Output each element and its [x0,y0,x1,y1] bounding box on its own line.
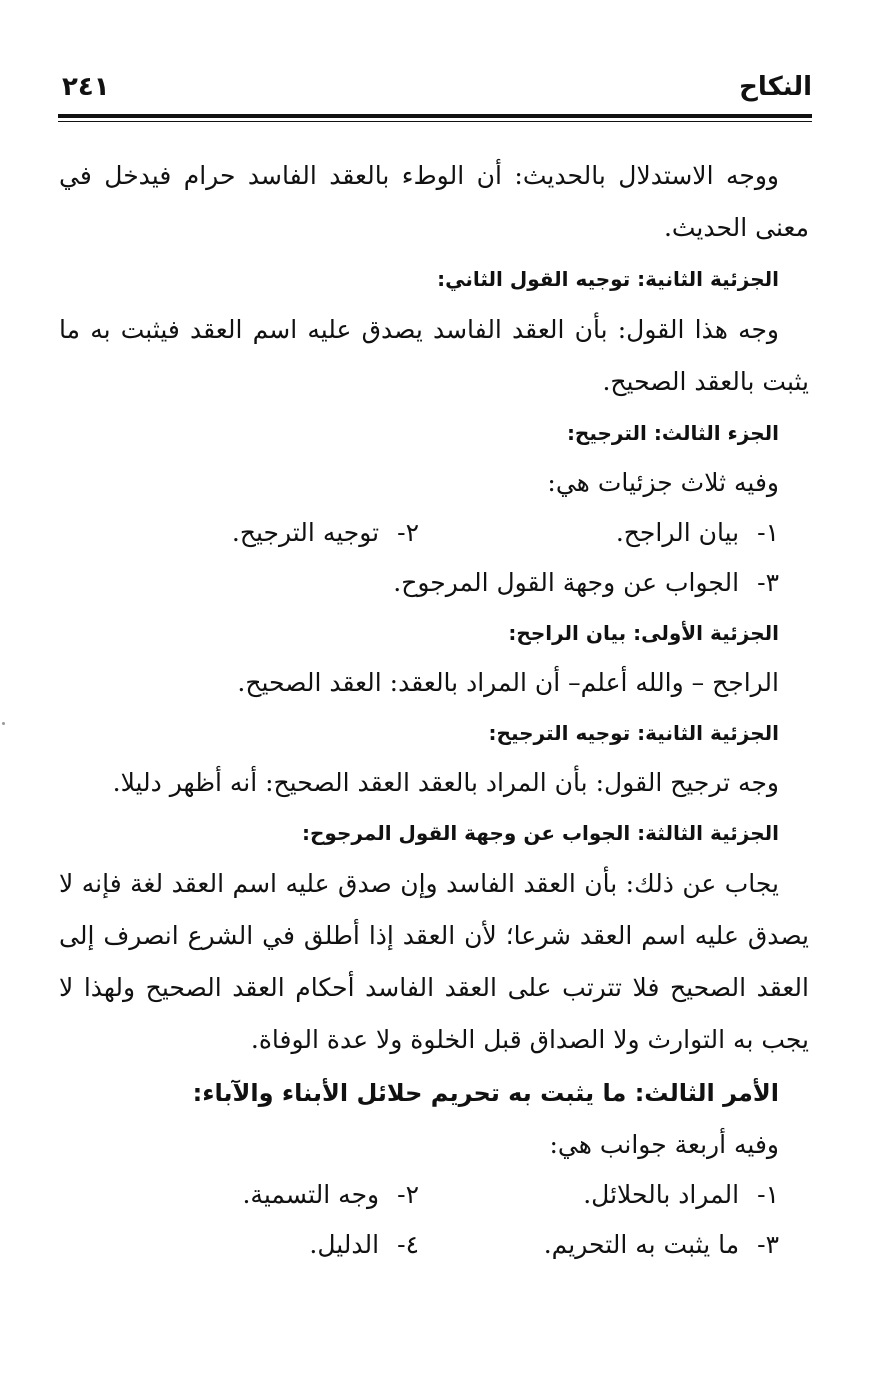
paragraph-second-view: وجه هذا القول: بأن العقد الفاسد يصدق عليه اسم العقد فيثبت به ما يثبت بالعقد الصحيح. [59,315,809,396]
subheading-preference: الجزء الثالث: الترجيح: [566,421,779,445]
list-item [232,508,419,558]
paragraph-evidence: ووجه الاستدلال بالحديث: أن الوطء بالعقد الفاسد حرام فيدخل في معنى الحديث. [59,161,809,242]
heading-third-matter: الأمر الثالث: ما يثبت به تحريم حلائل الأبناء والآباء: [192,1079,779,1107]
paragraph-three-parts: وفيه ثلاث جزئيات هي: [547,468,779,497]
list-row [59,1170,809,1220]
list-item [309,1220,419,1270]
list-item-text: وجه التسمية. [242,1180,380,1209]
page-body [59,150,809,1270]
list-item-text: ما يثبت به التحريم. [543,1230,740,1259]
list-item-text: توجيه الترجيح. [231,518,380,547]
list-item-number: ٤- [397,1230,419,1259]
list-item-number: ٣- [757,1230,779,1259]
list-item-text: الجواب عن وجهة القول المرجوح. [393,568,740,597]
list-row [59,1220,809,1270]
header-rule-thick [58,114,812,118]
page-number: ٢٤١ [62,72,110,102]
list-item-number: ١- [757,1180,779,1209]
subheading-preferred-view: الجزئية الأولى: بيان الراجح: [508,621,779,645]
paragraph-preferred-view: الراجح – والله أعلم– أن المراد بالعقد: العقد الصحيح. [237,668,779,697]
list-item-number: ١- [757,518,779,547]
list-row [59,558,809,608]
paragraph-justification: وجه ترجيح القول: بأن المراد بالعقد العقد الصحيح: أنه أظهر دليلا. [112,768,779,797]
list-item-text: بيان الراجح. [615,518,740,547]
list-item [242,1170,419,1220]
list-item [393,558,779,608]
list-item [544,1220,779,1270]
paragraph-four-aspects: وفيه أربعة جوانب هي: [549,1130,779,1159]
subheading-response: الجزئية الثالثة: الجواب عن وجهة القول المرجوح: [302,821,779,845]
list-row [59,508,809,558]
page-header [58,72,812,112]
list-item-number: ٢- [397,1180,419,1209]
paragraph-response: يجاب عن ذلك: بأن العقد الفاسد وإن صدق عليه اسم العقد لغة فإنه لا يصدق عليه اسم العقد شرعا؛ لأن العقد إذا أطلق في الشرع انصرف إلى العقد الصحيح فلا تترتب على العقد الفاسد أحكام العقد الصحيح ولهذا لا يجب به التوارث ولا الصداق قبل الخلوة ولا عدة الوفاة. [59,869,809,1054]
scan-speck [2,722,5,725]
list-item [583,1170,779,1220]
list-item-number: ٣- [757,568,779,597]
subheading-second-view: الجزئية الثانية: توجيه القول الثاني: [437,267,779,291]
list-item-text: الدليل. [309,1230,380,1259]
list-item-text: المراد بالحلائل. [583,1180,740,1209]
running-title: النكاح [739,72,812,102]
header-rule-thin [58,121,812,122]
subheading-justification: الجزئية الثانية: توجيه الترجيح: [488,721,779,745]
list-item [616,508,779,558]
list-item-number: ٢- [397,518,419,547]
